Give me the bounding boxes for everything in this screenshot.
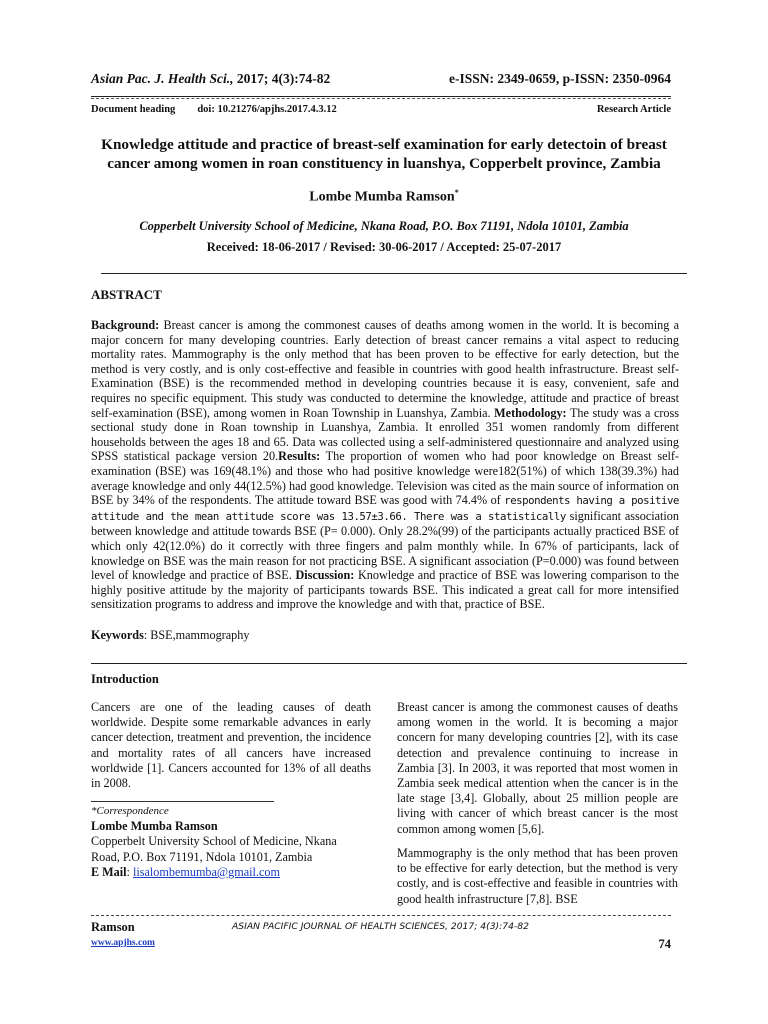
intro-left-paragraph: Cancers are one of the leading causes of death worldwide. Despite some remarkable advances in early cancer detection, treatment and prevention, the incidence and mortality rates of all cancers have increased worldwide [1]. Cancers accounted for 13% of all deaths in 2008. xyxy=(91,700,371,791)
correspondence-block xyxy=(91,804,337,880)
author-name: Lombe Mumba Ramson xyxy=(309,189,455,205)
issn: e-ISSN: 2349-0659, p-ISSN: 2350-0964 xyxy=(448,71,671,86)
discussion-text: Knowledge and practice of BSE was lowering comparison to the highly positive attitude by the majority of participants towards BSE. This indicated a great call for more intensified sensitization programs to address and improve the knowledge and with that, practice of BSE. xyxy=(91,568,679,612)
results-mono-text: respondents having a positive attitude and the mean attitude score was 13.57±3.66. There was a statistically xyxy=(91,494,679,523)
article-type: Research Article xyxy=(596,104,671,115)
author-mark: * xyxy=(454,188,459,197)
intro-right-paragraph-1: Breast cancer is among the commonest causes of deaths among women in the world. It is becoming a major concern for many developing countries [2], with its case detection and prevalence continuing to increase in Zambia [3]. In 2003, it was reported that most women in Zambia seek medical attention when the cancer is in the late stage [3,4]. Globally, about 25 million people are living with cancer of which breast cancer is the most common among women [5,6]. xyxy=(397,700,678,836)
header-rule xyxy=(91,96,671,97)
abstract-body xyxy=(91,318,679,612)
footer-journal: ASIAN PACIFIC JOURNAL OF HEALTH SCIENCES, 2017; 4(3):74-82 xyxy=(232,921,529,932)
article-dates: Received: 18-06-2017 / Revised: 30-06-2017 / Accepted: 25-07-2017 xyxy=(206,240,562,254)
correspondence-rule xyxy=(91,801,274,802)
doi: doi: 10.21276/apjhs.2017.4.3.12 xyxy=(197,104,337,115)
author-line xyxy=(0,188,768,206)
footer-website-link[interactable]: www.apjhs.com xyxy=(91,938,155,948)
keywords-label: Keywords xyxy=(91,628,144,642)
intro-right-paragraph-2: Mammography is the only method that has been proven to be effective for early detection, but the method is very costly, and is cost-effective and feasible in countries with good health infrastructure [7,8]. BSE xyxy=(397,846,678,906)
methodology-label: Methodology: xyxy=(494,405,567,420)
correspondence-name: Lombe Mumba Ramson xyxy=(91,819,218,834)
journal-citation xyxy=(91,71,330,87)
email-label: E Mail xyxy=(91,864,127,879)
page-number: 74 xyxy=(658,937,671,951)
discussion-label: Discussion: xyxy=(295,568,355,583)
journal-name: Asian Pac. J. Health Sci., xyxy=(91,71,234,86)
header-rule-dashed xyxy=(91,98,671,99)
correspondence-address-2: Road, P.O. Box 71191, Ndola 10101, Zambia xyxy=(91,849,313,864)
document-line xyxy=(91,104,671,115)
email-link[interactable]: lisalombemumba@gmail.com xyxy=(132,864,280,879)
title-rule xyxy=(101,273,687,274)
correspondence-address-1: Copperbelt University School of Medicine, Nkana xyxy=(91,834,337,849)
footer-rule xyxy=(91,915,671,916)
results-tail-text: significant association between knowledge and attitude towards BSE (P= 0.000). Only 28.2%(99) of the participants actually practiced BSE of which only 42(12.0%) do it correctly with three fingers and palm monthly while. In 67% of participants, lack of knowledge on BSE was the main reason for not practicing BSE. A significant association (P=0.000) was found between level of knowledge and practice of BSE. xyxy=(91,508,679,583)
footer-author: Ramson xyxy=(91,920,135,934)
background-text: Breast cancer is among the commonest causes of deaths among women in the world. It is becoming a major concern for many developing countries. Early detection of breast cancer remains a vital aspect to reducing mortality rates. Mammography is the only method that has been proven to be effective for early detection, but the method is very costly, and is only cost-effective and feasible in countries with good health infrastructure. Breast self-Examination (BSE) is the recommended method in developing countries because it is easy, convenient, safe and requires no specific equipment. This study was conducted to determine the knowledge, attitude and practice of breast self-examination (BSE), among women in Roan Township in Luanshya, Zambia. xyxy=(91,318,679,420)
journal-issue: 2017; 4(3):74-82 xyxy=(233,71,331,86)
abstract-heading: ABSTRACT xyxy=(91,287,162,302)
keywords xyxy=(91,628,249,643)
email-separator: : xyxy=(126,864,133,879)
affiliation: Copperbelt University School of Medicine, Nkana Road, P.O. Box 71191, Ndola 10101, Zambia xyxy=(139,219,629,233)
background-label: Background: xyxy=(91,318,160,332)
correspondence-email-line xyxy=(91,865,337,880)
methodology-text: The study was a cross sectional study done in Roan township in Luanshya, Zambia. It enrolled 351 women randomly from different households between the ages 18 and 65. Data was collected using a self-administered questionnaire and analyzed using SPSS statistical package version 20. xyxy=(91,405,679,464)
introduction-heading: Introduction xyxy=(91,672,159,686)
correspondence-label: *Correspondence xyxy=(91,805,169,817)
abstract-rule xyxy=(91,663,687,664)
results-text: The proportion of women who had poor knowledge on Breast self-examination (BSE) was 169(48.1%) and those who had positive knowledge were182(51%) of which 138(39.3%) had average knowledge and only 44(12.5%) had good knowledge. Television was cited as the main source of information on BSE by 34% of the respondents. The attitude toward BSE was good with 74.4% of xyxy=(91,449,679,508)
document-heading: Document heading xyxy=(91,104,176,115)
keywords-text: : BSE,mammography xyxy=(143,628,250,642)
article-title: Knowledge attitude and practice of breast-self examination for early detectoin of breast cancer among women in roan constituency in luanshya, Copperbelt province, Zambia xyxy=(101,136,667,172)
results-label: Results: xyxy=(278,449,321,464)
